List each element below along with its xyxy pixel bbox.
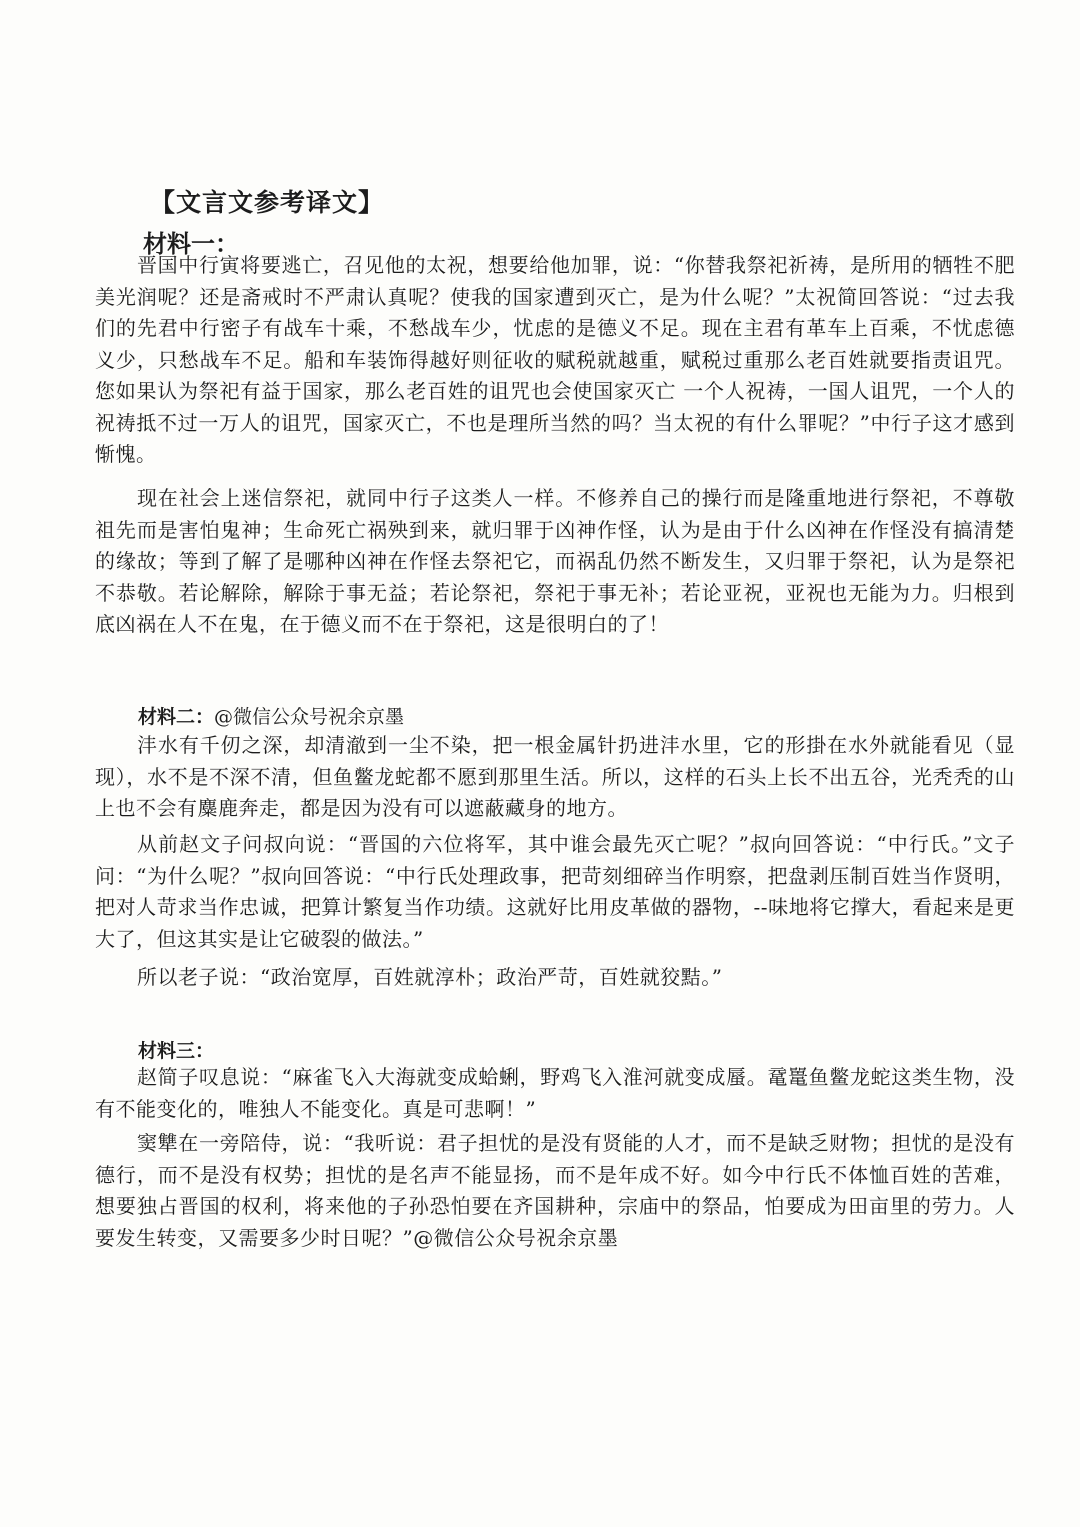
document-title: 【文言文参考译文】 <box>150 188 385 217</box>
section-2-heading-line <box>138 702 404 729</box>
section-1-paragraph-1: 晋国中行寅将要逃亡，召见他的太祝，想要给他加罪，说：“你替我祭祀祈祷，是所用的牺牲不肥美光润呢？还是斋戒时不严肃认真呢？使我的国家遭到灭亡，是为什么呢？”太祝简回答说：“过去我们的先君中行密子有战车十乘，不愁战车少，忧虑的是德义不足。现在主君有革车上百乘，不忧虑德义少，只愁战车不足。船和车装饰得越好则征收的赋税就越重，赋税过重那么老百姓就要指责诅咒。您如果认为祭祀有益于国家，那么老百姓的诅咒也会使国家灭亡 一个人祝祷，一国人诅咒，一个人的祝祷抵不过一万人的诅咒，国家灭亡，不也是理所当然的吗？当太祝的有什么罪呢？”中行子这才感到惭愧。 <box>95 253 1015 466</box>
section-1-heading: 材料一： <box>143 230 239 258</box>
section-2-watermark: @微信公众号祝余京墨 <box>214 706 405 728</box>
section-3-paragraph-2: 窦犨在一旁陪侍，说：“我听说：君子担忧的是没有贤能的人才，而不是缺乏财物；担忧的是没有德行，而不是没有权势；担忧的是名声不能显扬，而不是年成不好。如今中行氏不体恤百姓的苦难，想要独占晋国的权利，将来他的子孙恐怕要在齐国耕种，宗庙中的祭品，怕要成为田亩里的劳力。人要发生转变，又需要多少时日呢？”@微信公众号祝余京墨 <box>95 1131 1015 1250</box>
section-1-paragraph-2: 现在社会上迷信祭祀，就同中行子这类人一样。不修养自己的操行而是隆重地进行祭祀，不尊敬祖先而是害怕鬼神；生命死亡祸殃到来，就归罪于凶神作怪，认为是由于什么凶神在作怪没有搞清楚的缘故；等到了解了是哪种凶神在作怪去祭祀它，而祸乱仍然不断发生，又归罪于祭祀，认为是祭祀不恭敬。若论解除，解除于事无益；若论祭祀，祭祀于事无补；若论亚祝，亚祝也无能为力。归根到底凶祸在人不在鬼，在于德义而不在于祭祀，这是很明白的了！ <box>95 486 1015 636</box>
section-2-paragraph-2: 从前赵文子问叔向说：“晋国的六位将军，其中谁会最先灭亡呢？”叔向回答说：“中行氏。”文子问：“为什么呢？”叔向回答说：“中行氏处理政事，把苛刻细碎当作明察，把盘剥压制百姓当作贤明，把对人苛求当作忠诚，把算计繁复当作功绩。这就好比用皮革做的器物，--味地将它撑大，看起来是更大了，但这其实是让它破裂的做法。” <box>95 832 1015 951</box>
section-2-heading: 材料二： <box>138 706 215 728</box>
section-3-heading: 材料三： <box>138 1040 215 1062</box>
section-2-paragraph-1: 沣水有千仞之深，却清澈到一尘不染，把一根金属针扔进沣水里，它的形掛在水外就能看见（显现），水不是不深不清，但鱼鳖龙蛇都不愿到那里生活。所以，这样的石头上长不出五谷，光秃秃的山上也不会有麋鹿奔走，都是因为没有可以遮蔽藏身的地方。 <box>95 733 1015 820</box>
section-2-paragraph-3: 所以老子说：“政治宽厚，百姓就淳朴；政治严苛，百姓就狡黠。” <box>137 965 723 989</box>
section-3-paragraph-1: 赵简子叹息说：“麻雀飞入大海就变成蛤蜊，野鸡飞入淮河就变成蜃。鼋鼍鱼鳖龙蛇这类生物，没有不能变化的，唯独人不能变化。真是可悲啊！” <box>95 1065 1015 1121</box>
